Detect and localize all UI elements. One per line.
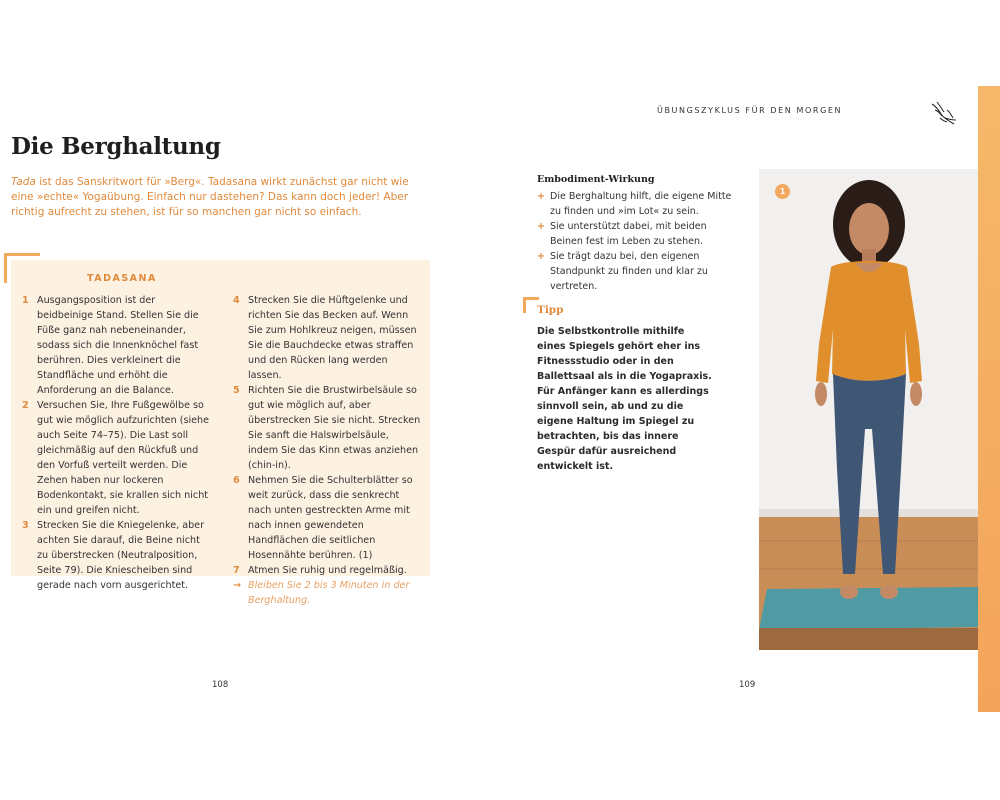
intro-paragraph bbox=[11, 175, 411, 220]
step-text: Versuchen Sie, Ihre Fußgewölbe so gut wie möglich aufzurichten (siehe auch Seite 74–75). Die Last soll gleichmäßig auf den Rückfuß und den Vorfuß verteilt werden. Die Zehen haben nur lockeren Bodenkontakt, sie krallen sich nicht ein und greifen nicht. bbox=[37, 400, 209, 516]
step-number: 7 bbox=[233, 565, 240, 576]
step-number: 4 bbox=[233, 295, 240, 306]
step-item bbox=[233, 383, 421, 473]
plus-icon: + bbox=[537, 221, 545, 232]
step-item bbox=[22, 518, 210, 593]
mountain-pose-illustration bbox=[759, 169, 978, 650]
step-number: 6 bbox=[233, 475, 240, 486]
plus-icon: + bbox=[537, 191, 545, 202]
mountain-pose-photo bbox=[759, 169, 978, 650]
embodiment-text: Sie unterstützt dabei, mit beiden Beinen fest im Leben zu stehen. bbox=[550, 221, 707, 247]
embodiment-text: Die Berghaltung hilft, die eigene Mitte zu finden und »im Lot« zu sein. bbox=[550, 191, 732, 217]
box-corner-accent bbox=[4, 253, 40, 283]
running-head: ÜBUNGSZYKLUS FÜR DEN MORGEN bbox=[657, 106, 843, 115]
page-number-left: 108 bbox=[212, 680, 229, 690]
step-item bbox=[233, 563, 421, 578]
intro-text: ist das Sanskritwort für »Berg«. Tadasana wirkt zunächst gar nicht wie eine »echte« Yogaübung. Einfach nur dastehen? Das kann doch jeder! Aber richtig aufrecht zu stehen, ist für so manchen gar nicht so einfach. bbox=[11, 176, 409, 218]
embodiment-item bbox=[537, 189, 742, 219]
plus-icon: + bbox=[537, 251, 545, 262]
arrow-icon: → bbox=[233, 580, 242, 591]
embodiment-text: Sie trägt dazu bei, den eigenen Standpunkt zu finden und klar zu vertreten. bbox=[550, 251, 708, 292]
hands-line-drawing-icon bbox=[929, 98, 959, 128]
final-note bbox=[233, 578, 421, 608]
step-number: 1 bbox=[22, 295, 29, 306]
steps-column-1 bbox=[22, 293, 210, 593]
step-text: Ausgangsposition ist der beidbeinige Stand. Stellen Sie die Füße ganz nah nebeneinander, sodass sich die Innenknöchel fast berühren. Dies verkleinert die Standfläche und erhöht die Anforderung an die Balance. bbox=[37, 295, 199, 396]
step-text: Strecken Sie die Hüftgelenke und richten Sie das Becken auf. Wenn Sie zum Hohlkreuz neigen, müssen Sie die Bauchdecke etwas straffen und den Rücken lang werden lassen. bbox=[248, 295, 417, 381]
step-item bbox=[233, 293, 421, 383]
embodiment-item bbox=[537, 219, 742, 249]
step-number: 3 bbox=[22, 520, 29, 531]
intro-lead-term: Tada bbox=[11, 176, 36, 188]
page-title: Die Berghaltung bbox=[11, 133, 221, 160]
step-item bbox=[22, 293, 210, 398]
tipp-title: Tipp bbox=[537, 304, 564, 316]
side-color-bar bbox=[978, 86, 1000, 712]
step-text: Nehmen Sie die Schulterblätter so weit zurück, dass die senkrecht nach unten gestreckten Arme mit nach innen gewendeten Handflächen die seitlichen Hosennähte berühren. (1) bbox=[248, 475, 413, 561]
step-text: Strecken Sie die Kniegelenke, aber achten Sie darauf, die Beine nicht zu überstrecken (Neutralposition, Seite 79). Die Kniescheiben sind gerade nach vorn ausgerichtet. bbox=[37, 520, 205, 591]
step-text: Richten Sie die Brustwirbelsäule so gut wie möglich auf, aber überstrecken Sie sie nicht. Strecken Sie sanft die Halswirbelsäule, indem Sie das Kinn etwas anziehen (chin-in). bbox=[248, 385, 421, 471]
page-number-right: 109 bbox=[739, 680, 756, 690]
steps-column-2 bbox=[233, 293, 421, 608]
box-title: TADASANA bbox=[87, 273, 157, 284]
step-number: 5 bbox=[233, 385, 240, 396]
embodiment-item bbox=[537, 249, 742, 294]
step-item bbox=[22, 398, 210, 518]
step-text: Atmen Sie ruhig und regelmäßig. bbox=[248, 565, 407, 576]
photo-marker: 1 bbox=[775, 184, 790, 199]
step-item bbox=[233, 473, 421, 563]
embodiment-list bbox=[537, 189, 742, 294]
final-note-text: Bleiben Sie 2 bis 3 Minuten in der Berghaltung. bbox=[248, 580, 410, 606]
tipp-text: Die Selbstkontrolle mithilfe eines Spiegels gehört eher ins Fitnessstudio oder in den Ballettsaal als in die Yogapraxis. Für Anfänger kann es allerdings sinnvoll sein, ab und zu die eigene Haltung im Spiegel zu betrachten, bis das innere Gespür dafür ausreichend entwickelt ist. bbox=[537, 326, 712, 472]
step-number: 2 bbox=[22, 400, 29, 411]
embodiment-title: Embodiment-Wirkung bbox=[537, 174, 655, 185]
